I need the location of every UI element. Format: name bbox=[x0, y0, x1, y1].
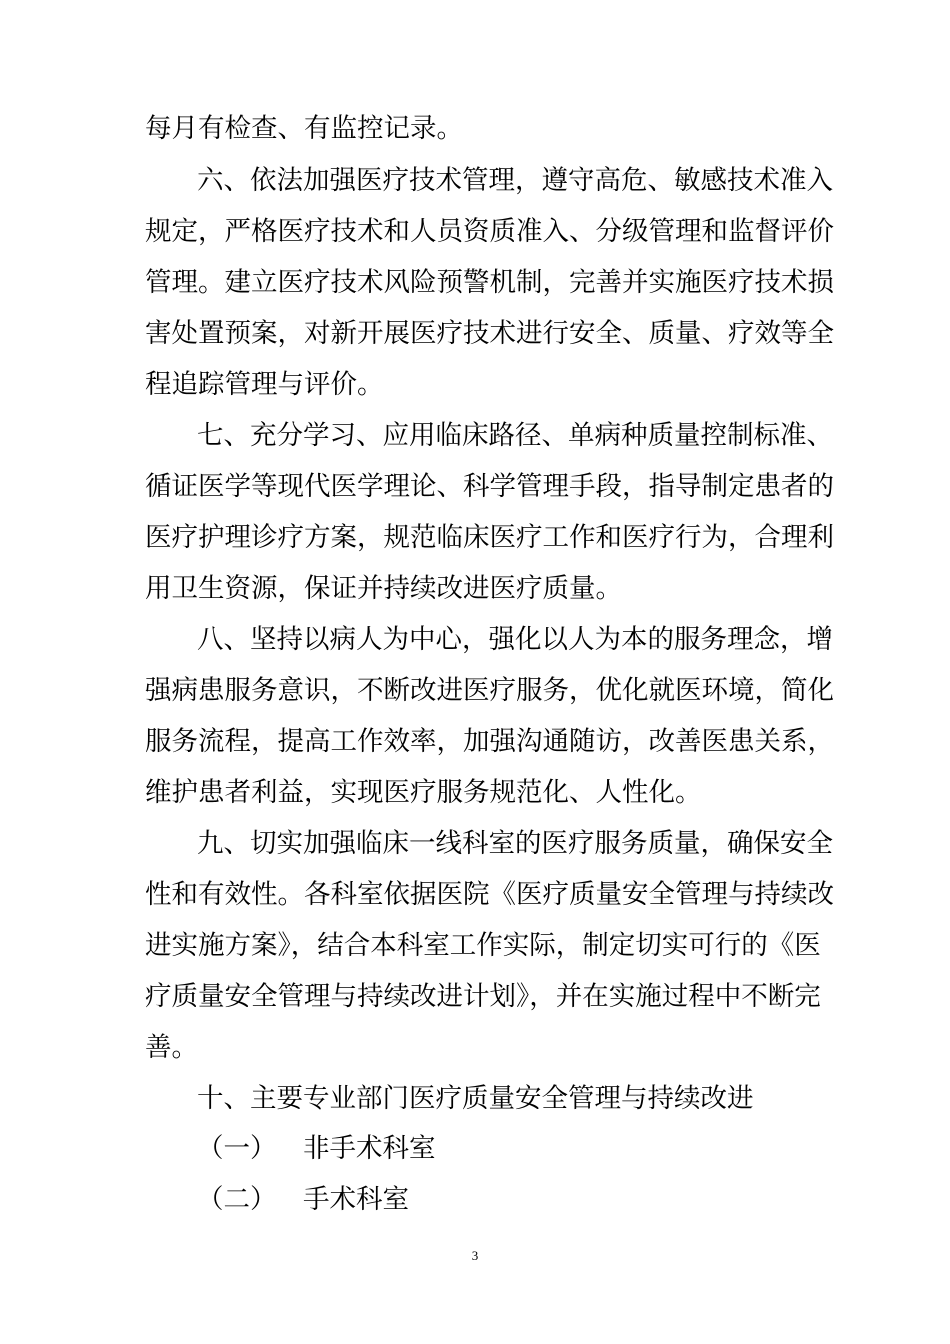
sub-item bbox=[197, 1133, 436, 1164]
sub-item-text: 手术科室 bbox=[303, 1184, 409, 1215]
sub-item-number: （一） bbox=[197, 1133, 277, 1164]
paragraph-line: 维护患者利益，实现医疗服务规范化、人性化。 bbox=[145, 777, 702, 808]
paragraph-line: 用卫生资源，保证并持续改进医疗质量。 bbox=[145, 573, 622, 604]
paragraph-line: 程追踪管理与评价。 bbox=[145, 369, 384, 400]
page-number: 3 bbox=[471, 1248, 479, 1263]
paragraph-line: 八、坚持以病人为中心，强化以人为本的服务理念，增 bbox=[197, 624, 833, 655]
paragraph-line: 管理。建立医疗技术风险预警机制，完善并实施医疗技术损 bbox=[145, 267, 834, 298]
sub-item-text: 非手术科室 bbox=[303, 1133, 436, 1164]
paragraph-line: 九、切实加强临床一线科室的医疗服务质量，确保安全 bbox=[197, 828, 833, 859]
paragraph-line: 进实施方案》，结合本科室工作实际，制定切实可行的《医 bbox=[145, 930, 821, 961]
paragraph-line: 医疗护理诊疗方案，规范临床医疗工作和医疗行为，合理利 bbox=[145, 522, 834, 553]
section-heading: 十、主要专业部门医疗质量安全管理与持续改进 bbox=[197, 1083, 754, 1114]
paragraph-line: 循证医学等现代医学理论、科学管理手段，指导制定患者的 bbox=[145, 471, 834, 502]
paragraph-line: 服务流程，提高工作效率，加强沟通随访，改善医患关系， bbox=[145, 726, 834, 757]
paragraph-line: 六、依法加强医疗技术管理，遵守高危、敏感技术准入 bbox=[197, 165, 833, 196]
paragraph-line: 疗质量安全管理与持续改进计划》，并在实施过程中不断完 bbox=[145, 981, 821, 1012]
paragraph-line: 善。 bbox=[145, 1032, 198, 1063]
sub-item-number: （二） bbox=[197, 1184, 277, 1215]
paragraph-line: 每月有检查、有监控记录。 bbox=[145, 113, 463, 144]
paragraph-line: 害处置预案，对新开展医疗技术进行安全、质量、疗效等全 bbox=[145, 318, 834, 349]
paragraph-line: 强病患服务意识，不断改进医疗服务，优化就医环境，简化 bbox=[145, 675, 834, 706]
paragraph-line: 规定，严格医疗技术和人员资质准入、分级管理和监督评价 bbox=[145, 216, 834, 247]
paragraph-line: 性和有效性。各科室依据医院《医疗质量安全管理与持续改 bbox=[145, 879, 834, 910]
sub-item bbox=[197, 1184, 409, 1215]
paragraph-line: 七、充分学习、应用临床路径、单病种质量控制标准、 bbox=[197, 420, 833, 451]
